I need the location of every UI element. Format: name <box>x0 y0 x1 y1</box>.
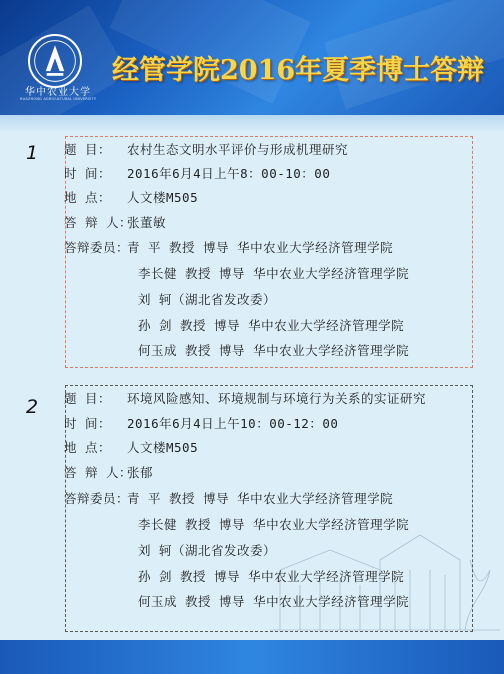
topic-row <box>64 389 426 407</box>
place-value: 人文楼M505 <box>127 440 199 455</box>
place-row <box>64 188 198 206</box>
committee-member: 孙 剑 教授 博导 华中农业大学经济管理学院 <box>138 318 405 333</box>
page-title: 经管学院2016年夏季博士答辩 <box>112 55 485 86</box>
committee-row <box>64 489 393 507</box>
topic-label: 题 目： <box>64 391 112 406</box>
committee-label: 答辩委员： <box>64 491 130 506</box>
committee-member: 青 平 教授 博导 华中农业大学经济管理学院 <box>127 240 394 255</box>
time-label: 时 间： <box>64 416 112 431</box>
topic-row <box>64 140 348 158</box>
defender-row <box>64 213 166 231</box>
university-name-en: HUAZHONG AGRICULTURAL UNIVERSITY <box>19 97 97 101</box>
defender-label: 答 辩 人： <box>64 215 133 230</box>
committee-member: 李长健 教授 博导 华中农业大学经济管理学院 <box>138 266 410 281</box>
defense-number: 2 <box>26 396 39 418</box>
place-label: 地 点： <box>64 190 112 205</box>
committee-label: 答辩委员： <box>64 240 130 255</box>
committee-member: 孙 剑 教授 博导 华中农业大学经济管理学院 <box>138 569 405 584</box>
time-value: 2016年6月4日上午10：00-12：00 <box>127 416 339 431</box>
header-banner <box>0 0 504 115</box>
university-name: 华中农业大学 <box>25 87 91 98</box>
committee-row <box>64 238 393 256</box>
place-label: 地 点： <box>64 440 112 455</box>
topic-label: 题 目： <box>64 142 112 157</box>
topic-value: 农村生态文明水平评价与形成机理研究 <box>127 142 349 157</box>
time-value: 2016年6月4日上午8：00-10：00 <box>127 166 331 181</box>
committee-member: 刘 轲（湖北省发改委） <box>138 543 277 558</box>
header-divider <box>0 115 504 133</box>
committee-member: 何玉成 教授 博导 华中农业大学经济管理学院 <box>138 343 410 358</box>
defender-label: 答 辩 人： <box>64 465 133 480</box>
time-row <box>64 164 330 182</box>
footer-band <box>0 640 504 674</box>
committee-member: 青 平 教授 博导 华中农业大学经济管理学院 <box>127 491 394 506</box>
place-value: 人文楼M505 <box>127 190 199 205</box>
place-row <box>64 438 198 456</box>
defense-number: 1 <box>26 142 39 164</box>
defender-value: 张董敏 <box>127 215 167 230</box>
topic-value: 环境风险感知、环境规制与环境行为关系的实证研究 <box>127 391 427 406</box>
committee-member: 何玉成 教授 博导 华中农业大学经济管理学院 <box>138 594 410 609</box>
defender-row <box>64 463 153 481</box>
time-label: 时 间： <box>64 166 112 181</box>
defender-value: 张郁 <box>127 465 154 480</box>
committee-member: 李长健 教授 博导 华中农业大学经济管理学院 <box>138 517 410 532</box>
university-logo <box>28 34 82 88</box>
committee-member: 刘 轲（湖北省发改委） <box>138 292 277 307</box>
time-row <box>64 414 338 432</box>
